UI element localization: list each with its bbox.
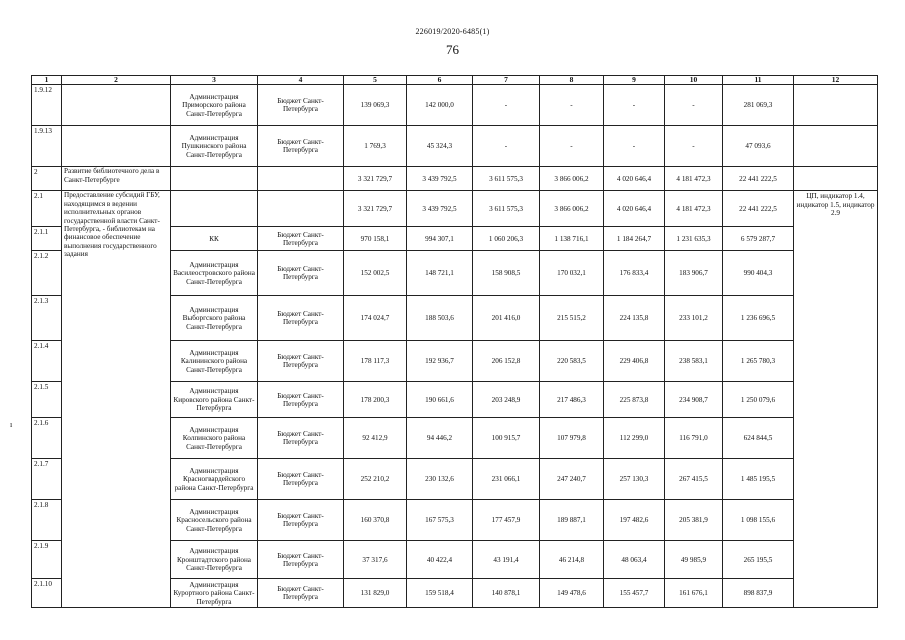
amount-cell: 94 446,2 [407, 418, 473, 459]
margin-mark: ı [10, 420, 13, 429]
column-header: 6 [407, 76, 473, 85]
amount-cell: 178 117,3 [344, 341, 407, 382]
amount-cell: 142 000,0 [407, 85, 473, 126]
amount-cell: 898 837,9 [723, 579, 794, 608]
amount-cell: 624 844,5 [723, 418, 794, 459]
indicator-cell [794, 167, 878, 191]
amount-cell: - [540, 85, 604, 126]
executor-cell: КК [171, 227, 258, 251]
amount-cell: 252 210,2 [344, 459, 407, 500]
funding-source-cell: Бюджет Санкт-Петербурга [258, 500, 344, 541]
executor-cell: Администрация Калининского района Санкт-Петербурга [171, 341, 258, 382]
amount-cell: 215 515,2 [540, 296, 604, 341]
amount-cell: 1 060 206,3 [473, 227, 540, 251]
amount-cell: 47 093,6 [723, 126, 794, 167]
funding-source-cell [258, 167, 344, 191]
table-row [32, 85, 878, 126]
table-header-row [32, 76, 878, 85]
amount-cell: 4 020 646,4 [604, 167, 665, 191]
indicator-cell [794, 126, 878, 167]
row-number: 1.9.13 [32, 126, 62, 167]
amount-cell: 183 906,7 [665, 251, 723, 296]
amount-cell: 140 878,1 [473, 579, 540, 608]
amount-cell: 230 132,6 [407, 459, 473, 500]
row-number: 2 [32, 167, 62, 191]
amount-cell: 233 101,2 [665, 296, 723, 341]
amount-cell: 152 002,5 [344, 251, 407, 296]
amount-cell: 3 321 729,7 [344, 191, 407, 227]
executor-cell: Администрация Красногвардейского района Санкт-Петербурга [171, 459, 258, 500]
amount-cell: 107 979,8 [540, 418, 604, 459]
amount-cell: 6 579 287,7 [723, 227, 794, 251]
funding-source-cell: Бюджет Санкт-Петербурга [258, 251, 344, 296]
funding-source-cell [258, 191, 344, 227]
column-header: 12 [794, 76, 878, 85]
amount-cell: 203 248,9 [473, 382, 540, 418]
amount-cell: 49 985,9 [665, 541, 723, 579]
indicator-cell [794, 85, 878, 126]
amount-cell: 220 583,5 [540, 341, 604, 382]
amount-cell: 4 020 646,4 [604, 191, 665, 227]
amount-cell: 234 908,7 [665, 382, 723, 418]
column-header: 7 [473, 76, 540, 85]
funding-source-cell: Бюджет Санкт-Петербурга [258, 541, 344, 579]
amount-cell: 92 412,9 [344, 418, 407, 459]
table-row [32, 167, 878, 191]
funding-source-cell: Бюджет Санкт-Петербурга [258, 227, 344, 251]
amount-cell: 48 063,4 [604, 541, 665, 579]
amount-cell: 192 936,7 [407, 341, 473, 382]
amount-cell: 206 152,8 [473, 341, 540, 382]
executor-cell: Администрация Кронштадтского района Санкт-Петербурга [171, 541, 258, 579]
amount-cell: 46 214,8 [540, 541, 604, 579]
amount-cell: 197 482,6 [604, 500, 665, 541]
column-header: 5 [344, 76, 407, 85]
amount-cell: 190 661,6 [407, 382, 473, 418]
amount-cell: 158 908,5 [473, 251, 540, 296]
executor-cell: Администрация Приморского района Санкт-Петербурга [171, 85, 258, 126]
amount-cell: 1 265 780,3 [723, 341, 794, 382]
amount-cell: 177 457,9 [473, 500, 540, 541]
amount-cell: - [604, 85, 665, 126]
funding-source-cell: Бюджет Санкт-Петербурга [258, 85, 344, 126]
amount-cell: 265 195,5 [723, 541, 794, 579]
row-number: 2.1.3 [32, 296, 62, 341]
amount-cell: 176 833,4 [604, 251, 665, 296]
indicator-cell: ЦП, индикатор 1.4, индикатор 1.5, индикатор 2.9 [794, 191, 878, 608]
amount-cell: 994 307,1 [407, 227, 473, 251]
executor-cell: Администрация Василеостровского района Санкт-Петербурга [171, 251, 258, 296]
amount-cell: - [473, 85, 540, 126]
column-header: 2 [62, 76, 171, 85]
executor-cell: Администрация Пушкинского района Санкт-Петербурга [171, 126, 258, 167]
row-title [62, 126, 171, 167]
row-number: 2.1.2 [32, 251, 62, 296]
row-number: 2.1.5 [32, 382, 62, 418]
amount-cell: - [473, 126, 540, 167]
executor-cell: Администрация Кировского района Санкт-Петербурга [171, 382, 258, 418]
amount-cell: 43 191,4 [473, 541, 540, 579]
executor-cell: Администрация Колпинского района Санкт-Петербурга [171, 418, 258, 459]
document-id: 226019/2020-6485(1) [415, 27, 490, 36]
amount-cell: 231 066,1 [473, 459, 540, 500]
amount-cell: 3 611 575,3 [473, 191, 540, 227]
amount-cell: 178 200,3 [344, 382, 407, 418]
row-number: 2.1.1 [32, 227, 62, 251]
amount-cell: 161 676,1 [665, 579, 723, 608]
row-number: 2.1.6 [32, 418, 62, 459]
funding-source-cell: Бюджет Санкт-Петербурга [258, 579, 344, 608]
amount-cell: 100 915,7 [473, 418, 540, 459]
amount-cell: 3 439 792,5 [407, 191, 473, 227]
amount-cell: 3 321 729,7 [344, 167, 407, 191]
amount-cell: 155 457,7 [604, 579, 665, 608]
amount-cell: 189 887,1 [540, 500, 604, 541]
table-row [32, 191, 878, 227]
amount-cell: 159 518,4 [407, 579, 473, 608]
amount-cell: 148 721,1 [407, 251, 473, 296]
amount-cell: 40 422,4 [407, 541, 473, 579]
amount-cell: 1 138 716,1 [540, 227, 604, 251]
amount-cell: 1 098 155,6 [723, 500, 794, 541]
amount-cell: 4 181 472,3 [665, 167, 723, 191]
column-header: 4 [258, 76, 344, 85]
amount-cell: 45 324,3 [407, 126, 473, 167]
table-body [32, 76, 878, 608]
funding-source-cell: Бюджет Санкт-Петербурга [258, 341, 344, 382]
page-number: 76 [446, 42, 459, 57]
amount-cell: 267 415,5 [665, 459, 723, 500]
amount-cell: 201 416,0 [473, 296, 540, 341]
amount-cell: - [540, 126, 604, 167]
row-number: 2.1.9 [32, 541, 62, 579]
amount-cell: 1 485 195,5 [723, 459, 794, 500]
column-header: 11 [723, 76, 794, 85]
row-number: 2.1 [32, 191, 62, 227]
amount-cell: 281 069,3 [723, 85, 794, 126]
funding-source-cell: Бюджет Санкт-Петербурга [258, 382, 344, 418]
amount-cell: 167 575,3 [407, 500, 473, 541]
row-number: 2.1.4 [32, 341, 62, 382]
column-header: 3 [171, 76, 258, 85]
amount-cell: 247 240,7 [540, 459, 604, 500]
amount-cell: - [665, 126, 723, 167]
executor-cell: Администрация Красносельского района Санкт-Петербурга [171, 500, 258, 541]
amount-cell: 188 503,6 [407, 296, 473, 341]
amount-cell: 205 381,9 [665, 500, 723, 541]
amount-cell: 224 135,8 [604, 296, 665, 341]
amount-cell: 1 231 635,3 [665, 227, 723, 251]
amount-cell: 170 032,1 [540, 251, 604, 296]
amount-cell: 22 441 222,5 [723, 191, 794, 227]
amount-cell: 3 866 006,2 [540, 191, 604, 227]
executor-cell [171, 191, 258, 227]
amount-cell: 217 486,3 [540, 382, 604, 418]
funding-source-cell: Бюджет Санкт-Петербурга [258, 126, 344, 167]
amount-cell: 4 181 472,3 [665, 191, 723, 227]
amount-cell: 1 250 079,6 [723, 382, 794, 418]
executor-cell: Администрация Выборгского района Санкт-Петербурга [171, 296, 258, 341]
amount-cell: 22 441 222,5 [723, 167, 794, 191]
column-header: 10 [665, 76, 723, 85]
funding-source-cell: Бюджет Санкт-Петербурга [258, 296, 344, 341]
amount-cell: 131 829,0 [344, 579, 407, 608]
amount-cell: 257 130,3 [604, 459, 665, 500]
column-header: 9 [604, 76, 665, 85]
amount-cell: 160 370,8 [344, 500, 407, 541]
amount-cell: 149 478,6 [540, 579, 604, 608]
executor-cell: Администрация Курортного района Санкт-Петербурга [171, 579, 258, 608]
amount-cell: 116 791,0 [665, 418, 723, 459]
budget-table [31, 75, 878, 608]
amount-cell: 990 404,3 [723, 251, 794, 296]
amount-cell: 139 069,3 [344, 85, 407, 126]
row-title [62, 85, 171, 126]
row-title: Развитие библиотечного дела в Санкт-Петербурге [62, 167, 171, 191]
column-header: 1 [32, 76, 62, 85]
amount-cell: - [604, 126, 665, 167]
amount-cell: 3 866 006,2 [540, 167, 604, 191]
amount-cell: - [665, 85, 723, 126]
amount-cell: 970 158,1 [344, 227, 407, 251]
amount-cell: 3 439 792,5 [407, 167, 473, 191]
amount-cell: 1 769,3 [344, 126, 407, 167]
executor-cell [171, 167, 258, 191]
amount-cell: 1 184 264,7 [604, 227, 665, 251]
amount-cell: 37 317,6 [344, 541, 407, 579]
row-title: Предоставление субсидий ГБУ, находящимся в ведении исполнительных органов государственной власти Санкт-Петербурга, - библиотекам на финансовое обеспечение выполнения государственного задания [62, 191, 171, 608]
funding-source-cell: Бюджет Санкт-Петербурга [258, 418, 344, 459]
row-number: 2.1.7 [32, 459, 62, 500]
amount-cell: 225 873,8 [604, 382, 665, 418]
table-row [32, 126, 878, 167]
amount-cell: 229 406,8 [604, 341, 665, 382]
amount-cell: 112 299,0 [604, 418, 665, 459]
amount-cell: 1 236 696,5 [723, 296, 794, 341]
amount-cell: 3 611 575,3 [473, 167, 540, 191]
amount-cell: 238 583,1 [665, 341, 723, 382]
row-number: 1.9.12 [32, 85, 62, 126]
column-header: 8 [540, 76, 604, 85]
funding-source-cell: Бюджет Санкт-Петербурга [258, 459, 344, 500]
row-number: 2.1.10 [32, 579, 62, 608]
row-number: 2.1.8 [32, 500, 62, 541]
amount-cell: 174 024,7 [344, 296, 407, 341]
